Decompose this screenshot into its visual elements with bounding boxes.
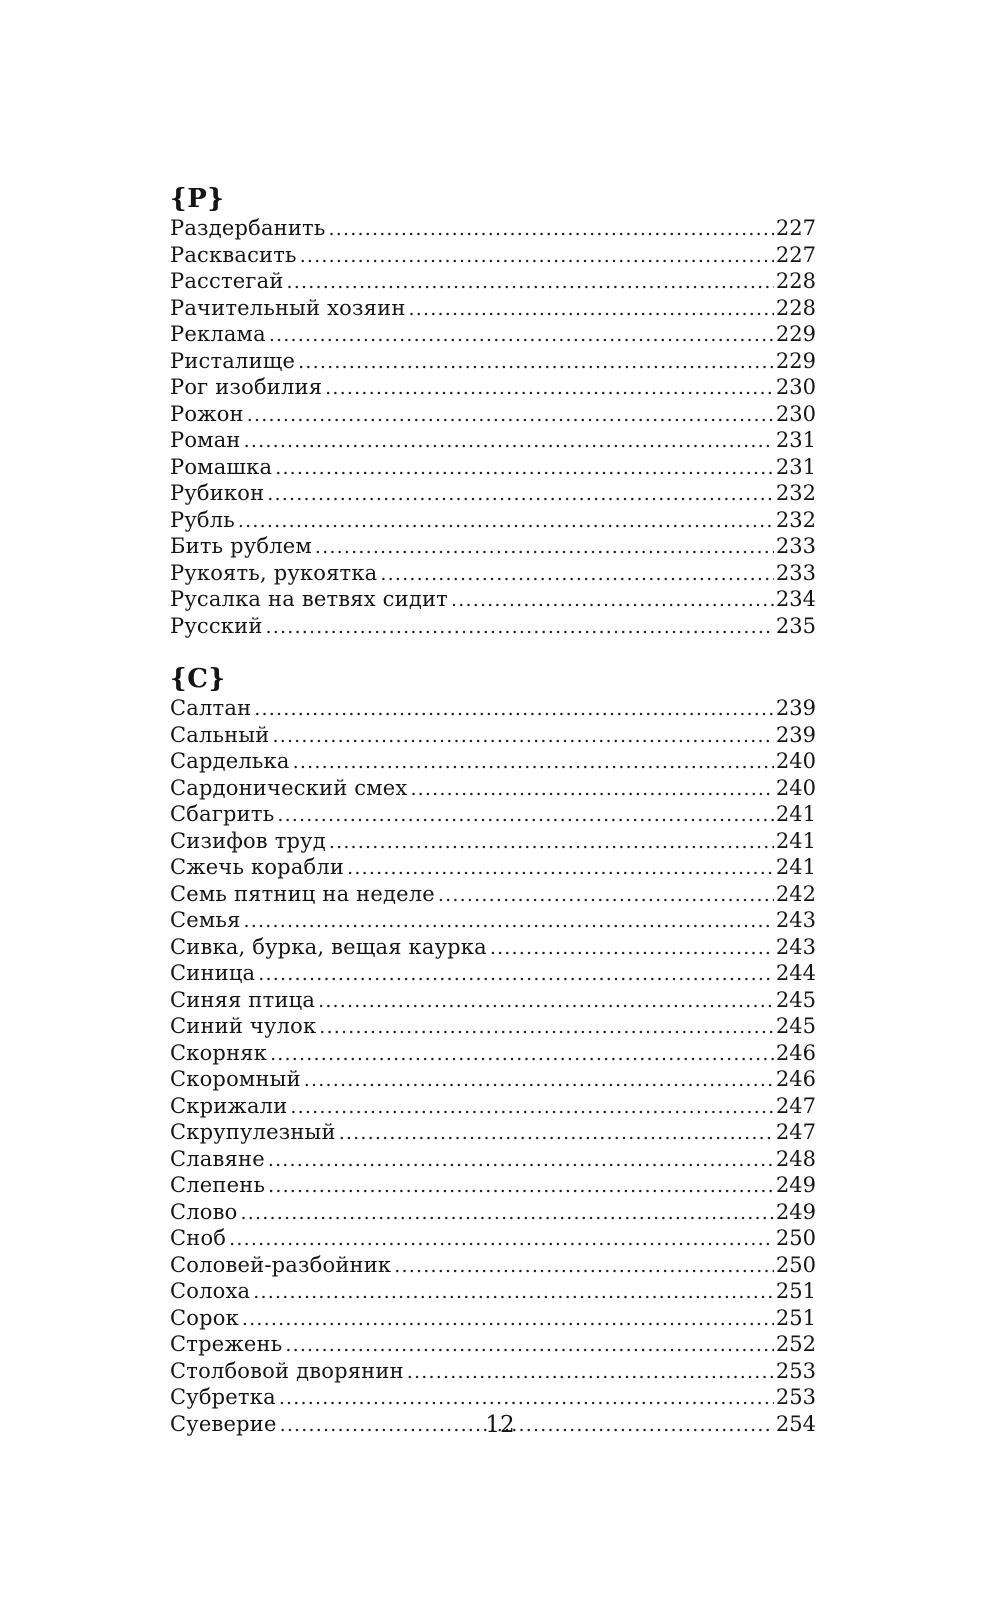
dot-leader xyxy=(410,776,773,803)
toc-entry xyxy=(170,216,816,243)
entry-title: Сивка, бурка, вещая каурка xyxy=(170,934,487,959)
entry-title: Сизифов труд xyxy=(170,828,326,853)
entry-page-number: 247 xyxy=(775,1120,816,1144)
dot-leader xyxy=(304,1067,774,1094)
dot-leader xyxy=(407,1359,774,1386)
toc-section xyxy=(170,662,816,1438)
dot-leader xyxy=(298,349,774,376)
toc-entry xyxy=(170,1226,816,1253)
toc-entry xyxy=(170,1306,816,1333)
entry-page-number: 232 xyxy=(775,481,816,505)
dot-leader xyxy=(238,508,774,535)
dot-leader xyxy=(258,961,774,988)
dot-leader xyxy=(325,375,774,402)
entry-title: Бить рублем xyxy=(170,534,312,558)
entry-title: Скоромный xyxy=(170,1067,301,1091)
entry-title: Рог изобилия xyxy=(170,375,323,399)
dot-leader xyxy=(270,1041,774,1068)
entry-page-number: 248 xyxy=(775,1146,816,1171)
toc-entry xyxy=(170,908,816,935)
entry-title: Соловей-разбойник xyxy=(170,1252,392,1277)
toc-entry xyxy=(170,402,816,429)
entry-title: Салтан xyxy=(170,696,252,720)
entry-title: Сорок xyxy=(170,1305,239,1330)
entry-title: Суеверие xyxy=(170,1411,277,1436)
entry-title: Семь пятниц на неделе xyxy=(170,881,435,906)
dot-leader xyxy=(315,534,774,561)
entry-page-number: 252 xyxy=(775,1332,816,1356)
entry-title: Семья xyxy=(170,908,241,932)
entry-title: Рубль xyxy=(170,507,235,532)
dot-leader xyxy=(300,243,774,270)
toc-entry xyxy=(170,455,816,482)
toc-entry xyxy=(170,1120,816,1147)
toc-entry xyxy=(170,1014,816,1041)
entry-title: Рожон xyxy=(170,401,244,426)
dot-leader xyxy=(242,1306,774,1333)
dot-leader xyxy=(287,269,774,296)
toc-entry xyxy=(170,1359,816,1386)
toc-entry xyxy=(170,855,816,882)
toc-entry xyxy=(170,1253,816,1280)
entry-title: Синяя птица xyxy=(170,987,316,1012)
entry-title: Стрежень xyxy=(170,1332,283,1356)
entry-page-number: 231 xyxy=(775,428,816,452)
entry-page-number: 249 xyxy=(775,1199,816,1224)
dot-leader xyxy=(253,1279,774,1306)
entry-page-number: 240 xyxy=(775,749,816,773)
dot-leader xyxy=(268,1147,774,1174)
dot-leader xyxy=(269,322,774,349)
toc-entry xyxy=(170,561,816,588)
dot-leader xyxy=(244,908,774,935)
entry-title: Ристалище xyxy=(170,348,296,373)
entry-title: Ромашка xyxy=(170,454,273,479)
entry-title: Реклама xyxy=(170,322,266,346)
entry-title: Сальный xyxy=(170,722,270,747)
toc-section xyxy=(170,182,816,640)
dot-leader xyxy=(329,829,774,856)
toc-entry xyxy=(170,696,816,723)
dot-leader xyxy=(409,296,774,323)
entry-page-number: 253 xyxy=(775,1358,816,1383)
entry-page-number: 250 xyxy=(775,1226,816,1250)
section-letter-heading: {С} xyxy=(170,664,226,694)
dot-leader xyxy=(275,455,774,482)
entry-page-number: 239 xyxy=(775,696,816,720)
dot-leader xyxy=(394,1253,774,1280)
toc-entry xyxy=(170,776,816,803)
toc-entry xyxy=(170,1147,816,1174)
dot-leader xyxy=(241,1200,774,1227)
toc-entry xyxy=(170,802,816,829)
toc-entry xyxy=(170,349,816,376)
entry-page-number: 230 xyxy=(775,375,816,399)
dot-leader xyxy=(244,428,774,455)
entry-title: Роман xyxy=(170,428,241,452)
entry-page-number: 229 xyxy=(775,322,816,346)
entry-title: Скрупулезный xyxy=(170,1120,336,1144)
dot-leader xyxy=(319,1014,774,1041)
entry-title: Скорняк xyxy=(170,1040,268,1065)
entry-title: Расстегай xyxy=(170,269,284,293)
dot-leader xyxy=(293,749,774,776)
dot-leader xyxy=(285,1332,774,1359)
dot-leader xyxy=(329,216,774,243)
entry-page-number: 229 xyxy=(775,348,816,373)
entry-title: Славяне xyxy=(170,1146,265,1171)
dot-leader xyxy=(347,855,774,882)
entry-page-number: 227 xyxy=(775,242,816,267)
dot-leader xyxy=(272,723,773,750)
toc-entry xyxy=(170,723,816,750)
entry-title: Рачительный хозяин xyxy=(170,295,406,320)
toc-entry xyxy=(170,1385,816,1412)
dot-leader xyxy=(268,1173,774,1200)
entry-page-number: 253 xyxy=(775,1385,816,1409)
toc-entry xyxy=(170,508,816,535)
entry-page-number: 233 xyxy=(775,560,816,585)
toc-entry xyxy=(170,882,816,909)
dot-leader xyxy=(254,696,774,723)
section-entries xyxy=(170,216,816,640)
dot-leader xyxy=(380,561,774,588)
entry-page-number: 235 xyxy=(775,613,816,638)
entry-title: Рубикон xyxy=(170,481,265,505)
entry-page-number: 244 xyxy=(775,961,816,985)
toc-entry xyxy=(170,296,816,323)
dot-leader xyxy=(277,802,774,829)
dot-leader xyxy=(247,402,774,429)
entry-title: Сбагрить xyxy=(170,802,275,826)
entry-title: Столбовой дворянин xyxy=(170,1358,404,1383)
entry-title: Сноб xyxy=(170,1226,227,1250)
toc-entry xyxy=(170,935,816,962)
entry-title: Слово xyxy=(170,1199,238,1224)
entry-page-number: 242 xyxy=(775,881,816,906)
entry-title: Сжечь корабли xyxy=(170,855,345,879)
toc-entry xyxy=(170,534,816,561)
entry-page-number: 254 xyxy=(775,1411,816,1436)
entry-title: Расквасить xyxy=(170,242,297,267)
entry-title: Слепень xyxy=(170,1173,266,1197)
dot-leader xyxy=(490,935,774,962)
dot-leader xyxy=(267,481,774,508)
entry-page-number: 234 xyxy=(775,587,816,611)
table-of-contents xyxy=(170,182,816,1438)
entry-page-number: 245 xyxy=(775,987,816,1012)
entry-page-number: 239 xyxy=(775,722,816,747)
dot-leader xyxy=(279,1385,774,1412)
entry-page-number: 243 xyxy=(775,908,816,932)
entry-title: Русалка на ветвях сидит xyxy=(170,587,448,611)
entry-page-number: 251 xyxy=(775,1305,816,1330)
toc-entry xyxy=(170,1041,816,1068)
entry-page-number: 241 xyxy=(775,855,816,879)
dot-leader xyxy=(339,1120,774,1147)
toc-entry xyxy=(170,428,816,455)
entry-title: Сардонический смех xyxy=(170,775,408,800)
entry-page-number: 228 xyxy=(775,295,816,320)
toc-entry xyxy=(170,829,816,856)
entry-page-number: 241 xyxy=(775,802,816,826)
toc-entry xyxy=(170,1332,816,1359)
entry-title: Рукоять, рукоятка xyxy=(170,560,378,585)
entry-title: Субретка xyxy=(170,1385,276,1409)
toc-entry xyxy=(170,587,816,614)
entry-page-number: 245 xyxy=(775,1014,816,1038)
page-number: 12 xyxy=(485,1412,515,1438)
entry-page-number: 249 xyxy=(775,1173,816,1197)
entry-title: Русский xyxy=(170,613,263,638)
entry-page-number: 227 xyxy=(775,216,816,240)
entry-title: Раздербанить xyxy=(170,216,326,240)
toc-entry xyxy=(170,1200,816,1227)
dot-leader xyxy=(318,988,774,1015)
toc-entry xyxy=(170,1067,816,1094)
dot-leader xyxy=(438,882,774,909)
toc-entry xyxy=(170,1279,816,1306)
toc-entry xyxy=(170,269,816,296)
dot-leader xyxy=(266,614,774,641)
toc-entry xyxy=(170,243,816,270)
entry-page-number: 240 xyxy=(775,775,816,800)
entry-page-number: 247 xyxy=(775,1093,816,1118)
entry-page-number: 232 xyxy=(775,507,816,532)
entry-page-number: 241 xyxy=(775,828,816,853)
entry-page-number: 233 xyxy=(775,534,816,558)
dot-leader xyxy=(290,1094,773,1121)
toc-entry xyxy=(170,375,816,402)
toc-entry xyxy=(170,988,816,1015)
toc-entry xyxy=(170,614,816,641)
toc-entry xyxy=(170,1094,816,1121)
entry-page-number: 246 xyxy=(775,1067,816,1091)
entry-title: Синий чулок xyxy=(170,1014,317,1038)
entry-page-number: 251 xyxy=(775,1279,816,1303)
entry-title: Скрижали xyxy=(170,1093,288,1118)
toc-entry xyxy=(170,749,816,776)
entry-page-number: 243 xyxy=(775,934,816,959)
toc-entry xyxy=(170,322,816,349)
toc-entry xyxy=(170,481,816,508)
section-letter-heading: {Р} xyxy=(170,184,225,214)
entry-page-number: 230 xyxy=(775,401,816,426)
toc-entry xyxy=(170,961,816,988)
entry-title: Синица xyxy=(170,961,256,985)
entry-title: Солоха xyxy=(170,1279,251,1303)
entry-title: Сарделька xyxy=(170,749,290,773)
entry-page-number: 250 xyxy=(775,1252,816,1277)
dot-leader xyxy=(229,1226,774,1253)
dot-leader xyxy=(451,587,774,614)
entry-page-number: 231 xyxy=(775,454,816,479)
toc-entry xyxy=(170,1173,816,1200)
entry-page-number: 228 xyxy=(775,269,816,293)
section-entries xyxy=(170,696,816,1438)
entry-page-number: 246 xyxy=(775,1040,816,1065)
